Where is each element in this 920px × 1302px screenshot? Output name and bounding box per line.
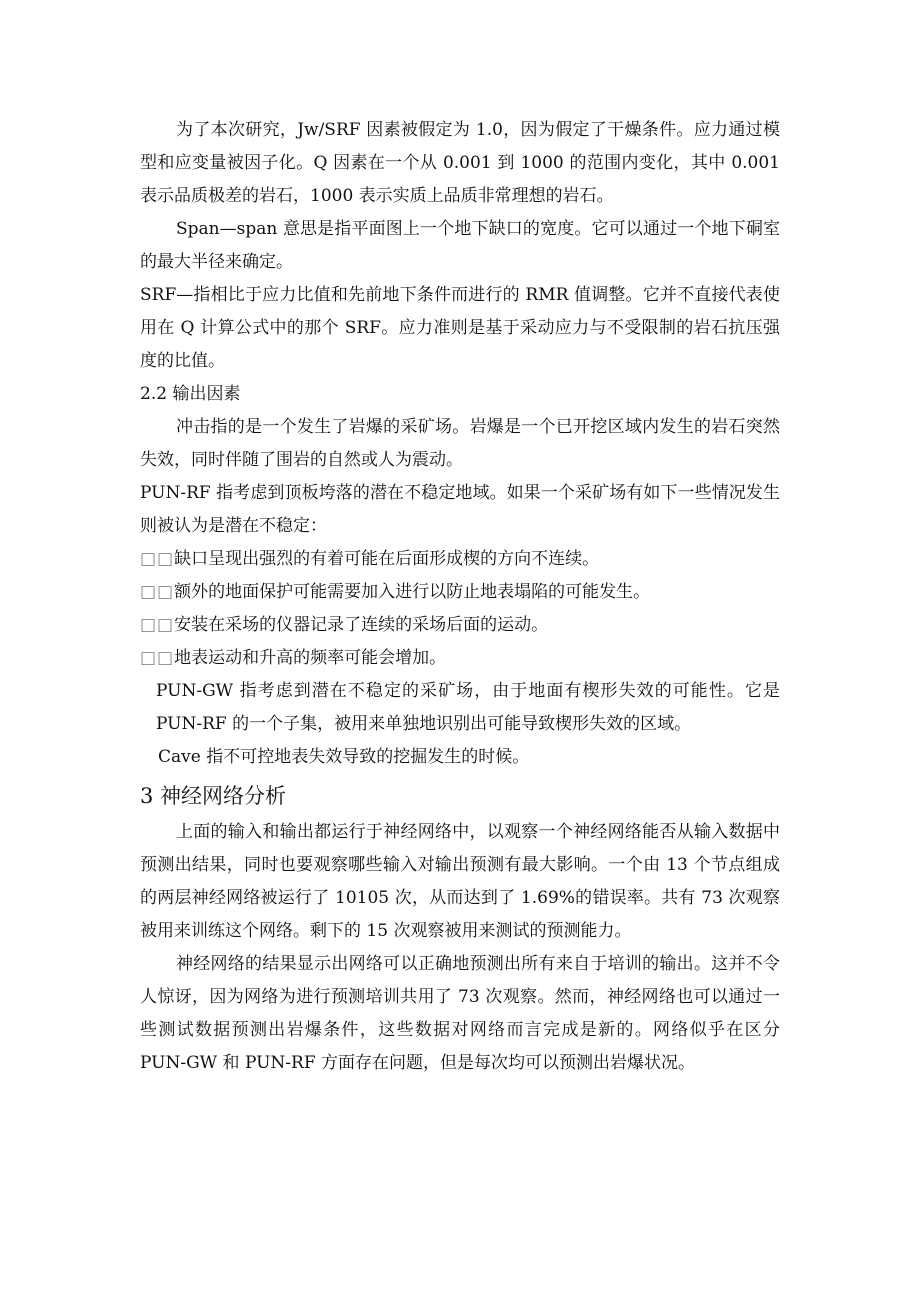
paragraph-pun-gw: PUN-GW 指考虑到潜在不稳定的采矿场，由于地面有楔形失效的可能性。它是 PUN-RF 的一个子集，被用来单独地识别出可能导致楔形失效的区域。: [156, 681, 780, 734]
paragraph-srf: SRF—指相比于应力比值和先前地下条件而进行的 RMR 值调整。它并不直接代表使用在 Q 计算公式中的那个 SRF。应力准则是基于采动应力与不受限制的岩石抗压强度的比值。: [140, 285, 780, 371]
paragraph-span: Span—span 意思是指平面图上一个地下缺口的宽度。它可以通过一个地下硐室的最大半径来确定。: [140, 219, 780, 272]
bullet-marker: □□: [140, 549, 175, 569]
list-item-text: 缺口呈现出强烈的有着可能在后面形成楔的方向不连续。: [174, 549, 600, 569]
paragraph-network-results: 神经网络的结果显示出网络可以正确地预测出所有来自于培训的输出。这并不令人惊讶，因为网络为进行预测培训共用了 73 次观察。然而，神经网络也可以通过一些测试数据预测出岩爆条件，这些数据对网络而言完成是新的。网络似乎在区分 PUN-GW 和 PUN-RF 方面存在问题，但是每次均可以预测出岩爆状况。: [140, 954, 780, 1073]
list-item: [140, 609, 780, 642]
bullet-marker: □□: [140, 648, 175, 668]
paragraph-jw-srf: 为了本次研究，Jw/SRF 因素被假定为 1.0，因为假定了干燥条件。应力通过模型和应变量被因子化。Q 因素在一个从 0.001 到 1000 的范围内变化，其中 0.001 表示品质极差的岩石，1000 表示实质上品质非常理想的岩石。: [140, 120, 780, 206]
list-item: [140, 576, 780, 609]
subsection-heading: 2.2 输出因素: [140, 384, 241, 404]
paragraph-cave: Cave 指不可控地表失效导致的挖掘发生的时候。: [158, 747, 530, 767]
list-item-text: 额外的地面保护可能需要加入进行以防止地表塌陷的可能发生。: [174, 582, 651, 602]
list-item-text: 安装在采场的仪器记录了连续的采场后面的运动。: [174, 615, 549, 635]
document-page: [140, 114, 780, 1080]
section-heading: 3 神经网络分析: [140, 784, 287, 808]
list-item: [140, 543, 780, 576]
bullet-marker: □□: [140, 615, 175, 635]
bullet-marker: □□: [140, 582, 175, 602]
list-item-text: 地表运动和升高的频率可能会增加。: [174, 648, 447, 668]
list-item: [140, 642, 780, 675]
paragraph-network-run: 上面的输入和输出都运行于神经网络中，以观察一个神经网络能否从输入数据中预测出结果，同时也要观察哪些输入对输出预测有最大影响。一个由 13 个节点组成的两层神经网络被运行了 10105 次，从而达到了 1.69%的错误率。共有 73 次观察被用来训练这个网络。剩下的 15 次观察被用来测试的预测能力。: [140, 822, 780, 941]
paragraph-pun-rf: PUN-RF 指考虑到顶板垮落的潜在不稳定地域。如果一个采矿场有如下一些情况发生则被认为是潜在不稳定：: [140, 483, 780, 536]
paragraph-rockburst: 冲击指的是一个发生了岩爆的采矿场。岩爆是一个已开挖区域内发生的岩石突然失效，同时伴随了围岩的自然或人为震动。: [140, 417, 780, 470]
